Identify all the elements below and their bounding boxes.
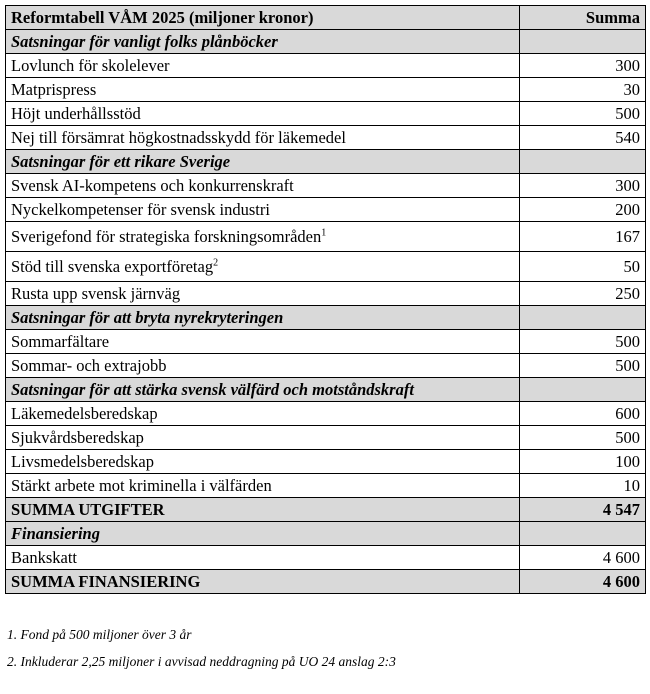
table-row [6, 354, 646, 378]
footnote-marker: 1 [321, 227, 327, 238]
row-label: Livsmedelsberedskap [6, 450, 520, 474]
table-row [6, 546, 646, 570]
row-label: Läkemedelsberedskap [6, 402, 520, 426]
row-value: 30 [520, 78, 646, 102]
table-row [6, 474, 646, 498]
total-expenses-row [6, 498, 646, 522]
row-label: Nej till försämrat högkostnadsskydd för läkemedel [6, 126, 520, 150]
total-expenses-label: SUMMA UTGIFTER [6, 498, 520, 522]
row-value: 4 600 [520, 546, 646, 570]
reform-table [5, 5, 646, 594]
row-label: Höjt underhållsstöd [6, 102, 520, 126]
row-value: 300 [520, 174, 646, 198]
table-row [6, 126, 646, 150]
table-row [6, 78, 646, 102]
section-header [6, 30, 646, 54]
footnote-1: 1. Fond på 500 miljoner över 3 år [7, 627, 192, 642]
row-value: 300 [520, 54, 646, 78]
section-title: Finansiering [6, 522, 520, 546]
row-label: Rusta upp svensk järnväg [6, 282, 520, 306]
row-label-text: Sverigefond för strategiska forskningsområden [11, 226, 322, 246]
section-title: Satsningar för vanligt folks plånböcker [6, 30, 520, 54]
total-financing-label: SUMMA FINANSIERING [6, 570, 520, 594]
row-label: Stärkt arbete mot kriminella i välfärden [6, 474, 520, 498]
table-row [6, 330, 646, 354]
table-header-row [6, 6, 646, 30]
row-value: 167 [520, 222, 646, 252]
section-title: Satsningar för att bryta nyrekryteringen [6, 306, 520, 330]
footnote-marker: 2 [213, 257, 219, 268]
section-header [6, 150, 646, 174]
row-value: 540 [520, 126, 646, 150]
table-row [6, 426, 646, 450]
sum-column-header: Summa [520, 6, 646, 30]
row-value: 500 [520, 354, 646, 378]
row-value: 500 [520, 102, 646, 126]
table-row [6, 54, 646, 78]
table-row [6, 222, 646, 252]
row-label: Sjukvårdsberedskap [6, 426, 520, 450]
row-value: 100 [520, 450, 646, 474]
section-header [6, 306, 646, 330]
section-header [6, 522, 646, 546]
row-label: Nyckelkompetenser för svensk industri [6, 198, 520, 222]
row-label: Sommar- och extrajobb [6, 354, 520, 378]
table-row [6, 174, 646, 198]
row-label: Svensk AI-kompetens och konkurrenskraft [6, 174, 520, 198]
total-financing-row [6, 570, 646, 594]
section-title: Satsningar för att stärka svensk välfärd och motståndskraft [6, 378, 520, 402]
row-value: 500 [520, 426, 646, 450]
footnote-2: 2. Inkluderar 2,25 miljoner i avvisad neddragning på UO 24 anslag 2:3 [7, 654, 396, 669]
row-value: 200 [520, 198, 646, 222]
row-label [6, 222, 520, 252]
row-value: 250 [520, 282, 646, 306]
row-label [6, 252, 520, 282]
total-expenses-value: 4 547 [520, 498, 646, 522]
row-value: 50 [520, 252, 646, 282]
table-row [6, 450, 646, 474]
table-row [6, 102, 646, 126]
total-financing-value: 4 600 [520, 570, 646, 594]
row-value: 500 [520, 330, 646, 354]
row-value: 600 [520, 402, 646, 426]
table-row [6, 402, 646, 426]
table-title: Reformtabell VÅM 2025 (miljoner kronor) [6, 6, 520, 30]
row-value: 10 [520, 474, 646, 498]
row-label: Sommarfältare [6, 330, 520, 354]
row-label: Matprispress [6, 78, 520, 102]
row-label: Lovlunch för skolelever [6, 54, 520, 78]
table-row [6, 198, 646, 222]
section-title: Satsningar för ett rikare Sverige [6, 150, 520, 174]
row-label: Bankskatt [6, 546, 520, 570]
row-label-text: Stöd till svenska exportföretag [11, 256, 214, 276]
table-row [6, 252, 646, 282]
section-header [6, 378, 646, 402]
table-row [6, 282, 646, 306]
